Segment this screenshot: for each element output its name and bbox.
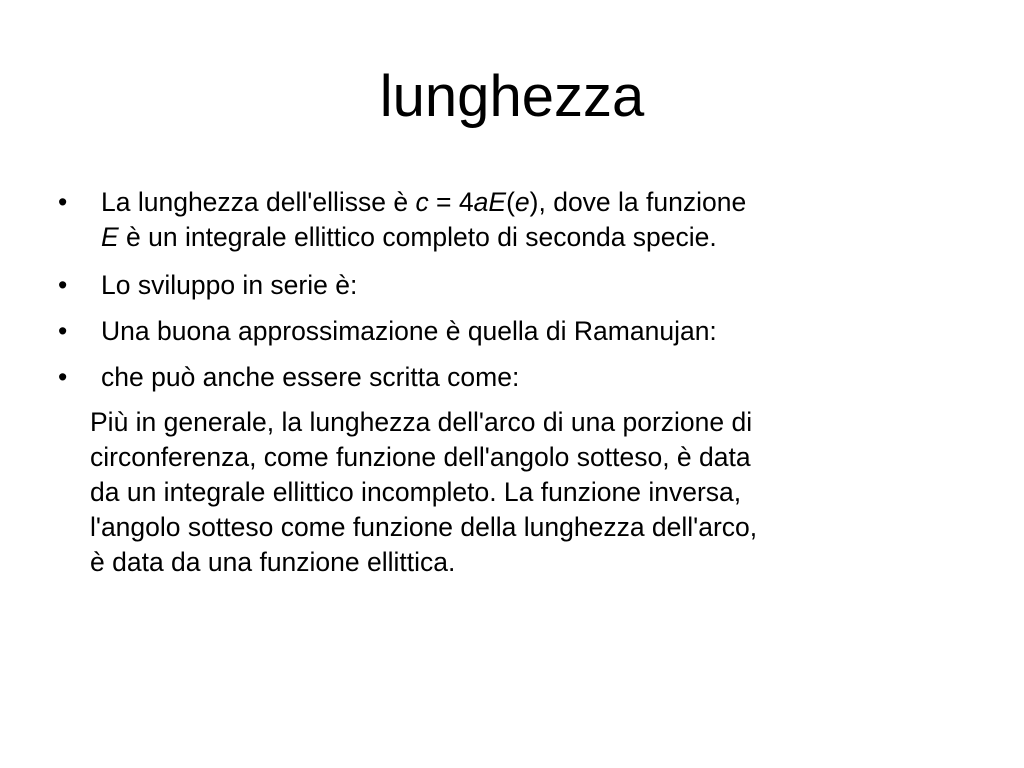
paragraph-line: Più in generale, la lunghezza dell'arco di una porzione di: [90, 407, 753, 437]
paragraph-line: circonferenza, come funzione dell'angolo sotteso, è data: [90, 442, 751, 472]
bullet-marker: •: [58, 270, 68, 300]
paragraph-line: da un integrale ellittico incompleto. La funzione inversa,: [90, 477, 742, 507]
math-function-E: E: [101, 222, 119, 252]
slide-title: lunghezza: [379, 64, 645, 129]
paragraph-line: è data da una funzione ellittica.: [90, 547, 456, 577]
bullet-text: [101, 185, 961, 255]
math-function-E: E: [488, 187, 507, 217]
body-paragraph: [90, 405, 971, 580]
bullet-marker: •: [58, 187, 68, 217]
math-paren-open: (: [506, 187, 515, 217]
bullet-marker: •: [58, 316, 68, 346]
bullet-marker: •: [58, 362, 68, 392]
paragraph-line: l'angolo sotteso come funzione della lunghezza dell'arco,: [90, 512, 758, 542]
math-variable-a: a: [473, 187, 489, 217]
bullet-text-part: ), dove la funzione: [529, 187, 747, 217]
math-variable-c: c: [415, 187, 429, 217]
bullet-text-part: è un integrale ellittico completo di seconda specie.: [118, 222, 717, 252]
math-equals-4: = 4: [428, 187, 474, 217]
bullet-text: che può anche essere scritta come:: [101, 362, 520, 392]
bullet-text-part: La lunghezza dell'ellisse è: [101, 187, 416, 217]
bullet-text: Una buona approssimazione è quella di Ramanujan:: [101, 316, 717, 346]
math-variable-e: e: [514, 187, 530, 217]
bullet-text: Lo sviluppo in serie è:: [101, 270, 358, 300]
